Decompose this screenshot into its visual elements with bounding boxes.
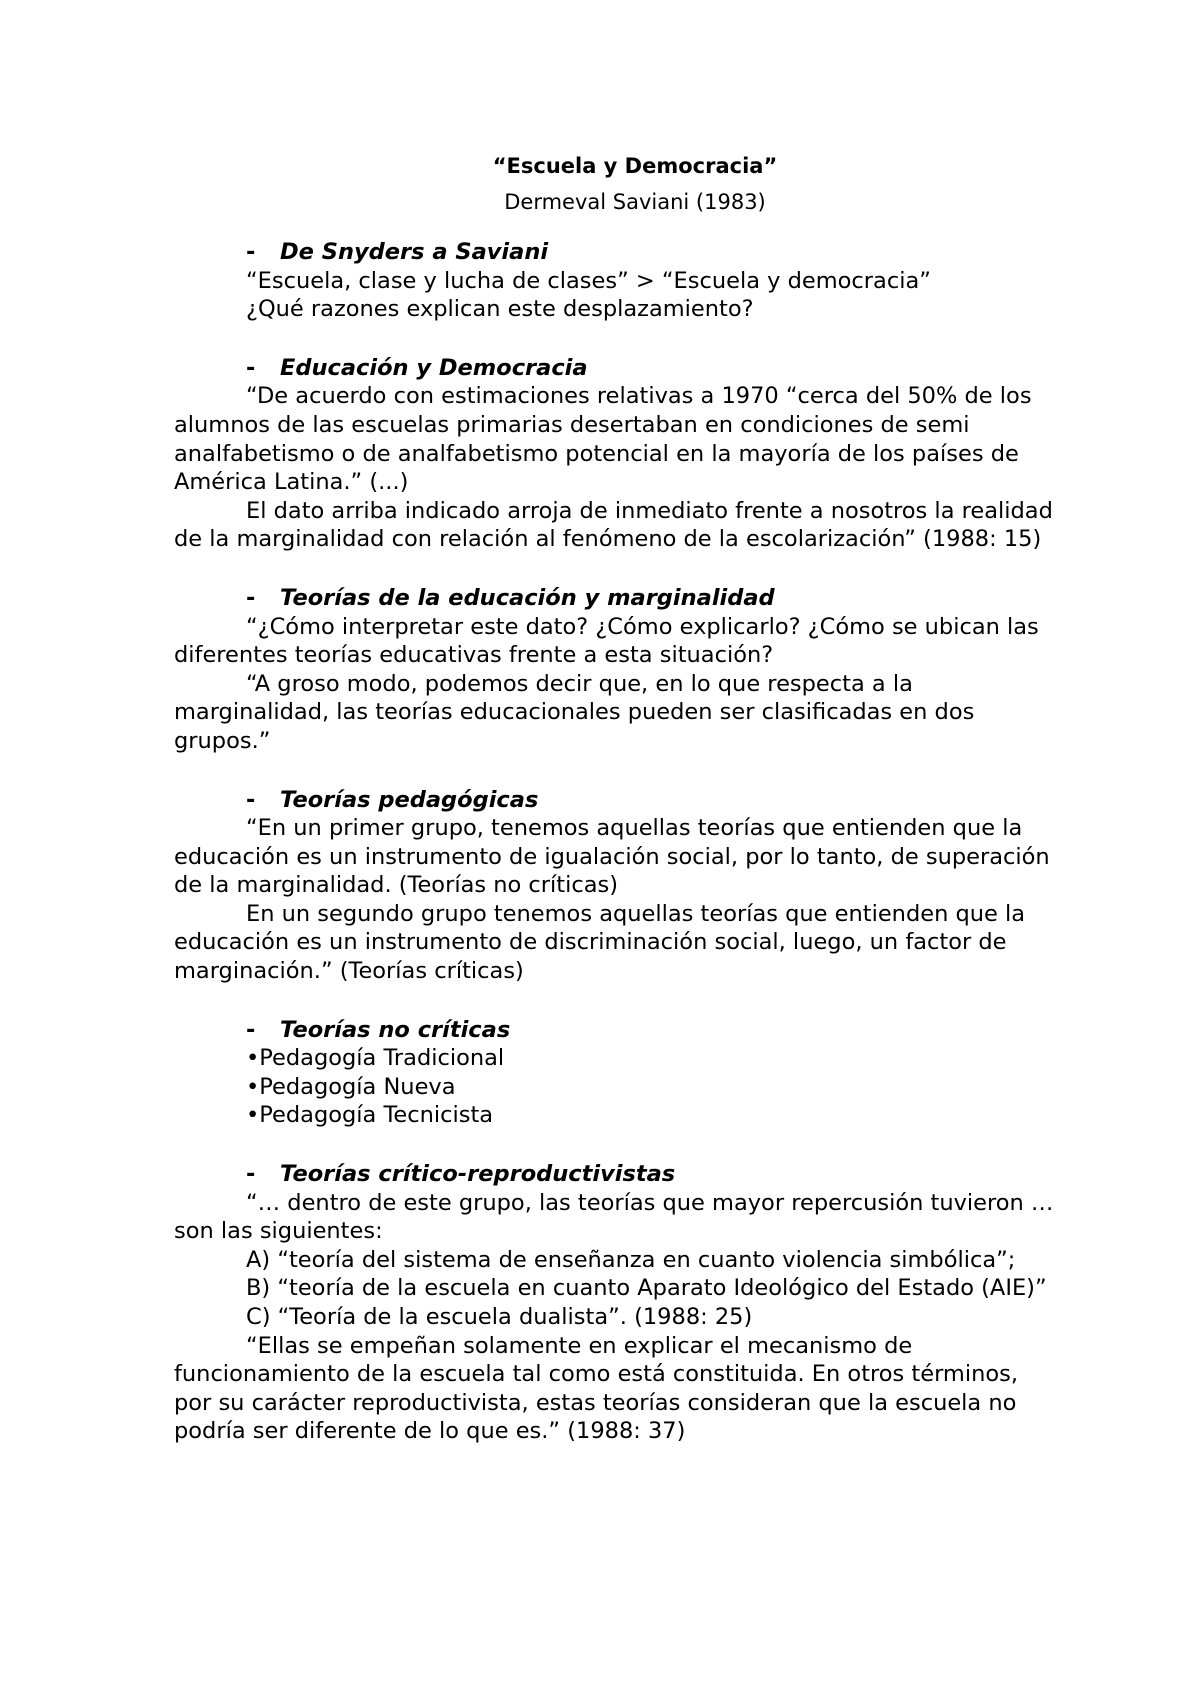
paragraph: “Ellas se empeñan solamente en explicar el mecanismo de funcionamiento de la escuela tal como está constituida. En otros términos, por su carácter reproductivista, estas teorías consideran que la escuela no podría ser diferente de lo que es.” (1988: 37) xyxy=(174,1332,1019,1445)
document-body xyxy=(174,238,1054,1476)
section-heading xyxy=(174,584,1054,613)
paragraph: C) “Teoría de la escuela dualista”. (1988: 25) xyxy=(246,1304,753,1330)
dash-marker: - xyxy=(246,354,256,381)
paragraph: El dato arriba indicado arroja de inmediato frente a nosotros la realidad de la marginalidad con relación al fenómeno de la escolarización” (1988: 15) xyxy=(174,497,1053,553)
section-teorias-marginalidad xyxy=(174,584,1054,756)
section-educacion-democracia xyxy=(174,354,1054,554)
section-teorias-no-criticas xyxy=(174,1016,1054,1130)
dash-marker: - xyxy=(246,239,256,265)
paragraph: “A groso modo, podemos decir que, en lo que respecta a la marginalidad, las teorías educacionales pueden ser clasificadas en dos grupos.” xyxy=(174,670,975,754)
list-item: •Pedagogía Nueva xyxy=(246,1073,456,1100)
paragraph: A) “teoría del sistema de enseñanza en cuanto violencia simbólica”; xyxy=(246,1246,1016,1273)
paragraph: “De acuerdo con estimaciones relativas a 1970 “cerca del 50% de los alumnos de las escuelas primarias desertaban en condiciones de semi analfabetismo o de analfabetismo potencial en la mayoría de los países de América Latina.” (...) xyxy=(174,383,1032,496)
section-heading-text: Teorías crítico-reproductivistas xyxy=(280,1161,676,1188)
paragraph: “… dentro de este grupo, las teorías que mayor repercusión tuvieron … son las siguientes: xyxy=(174,1189,1054,1245)
section-heading-text: Educación y Democracia xyxy=(280,354,588,381)
section-heading-text: Teorías no críticas xyxy=(280,1016,511,1043)
dash-marker: - xyxy=(246,786,256,813)
list-item: •Pedagogía Tradicional xyxy=(246,1045,505,1072)
section-heading xyxy=(174,1016,1054,1045)
dash-marker: - xyxy=(246,1016,256,1043)
section-snyders-saviani xyxy=(174,238,1054,324)
section-heading xyxy=(174,238,1054,267)
paragraph: “¿Cómo interpretar este dato? ¿Cómo explicarlo? ¿Cómo se ubican las diferentes teorías educativas frente a esta situación? xyxy=(174,613,1039,669)
paragraph: En un segundo grupo tenemos aquellas teorías que entienden que la educación es un instrumento de discriminación social, luego, un factor de marginación.” (Teorías críticas) xyxy=(174,900,1026,985)
section-heading-text: Teorías de la educación y marginalidad xyxy=(280,584,775,611)
section-heading xyxy=(174,354,1054,383)
section-heading xyxy=(174,1160,1054,1189)
document-title: “Escuela y Democracia” xyxy=(492,154,778,178)
dash-marker: - xyxy=(246,1161,256,1188)
dash-marker: - xyxy=(246,584,256,611)
document-author: Dermeval Saviani (1983) xyxy=(504,190,766,214)
paragraph: B) “teoría de la escuela en cuanto Aparato Ideológico del Estado (AIE)” xyxy=(246,1275,1047,1302)
section-heading-text: Teorías pedagógicas xyxy=(280,786,539,813)
section-line: ¿Qué razones explican este desplazamiento? xyxy=(246,296,754,323)
list-item: •Pedagogía Tecnicista xyxy=(246,1102,494,1129)
section-heading xyxy=(174,786,1054,815)
section-heading-text: De Snyders a Saviani xyxy=(280,239,549,265)
paragraph: “En un primer grupo, tenemos aquellas teorías que entienden que la educación es un instrumento de igualación social, por lo tanto, de superación de la marginalidad. (Teorías no críticas) xyxy=(174,815,1050,899)
title-block xyxy=(0,148,1200,220)
section-teorias-pedagogicas xyxy=(174,786,1054,986)
section-line: “Escuela, clase y lucha de clases” > “Escuela y democracia” xyxy=(246,267,931,294)
section-teorias-critico-reproductivistas xyxy=(174,1160,1054,1446)
